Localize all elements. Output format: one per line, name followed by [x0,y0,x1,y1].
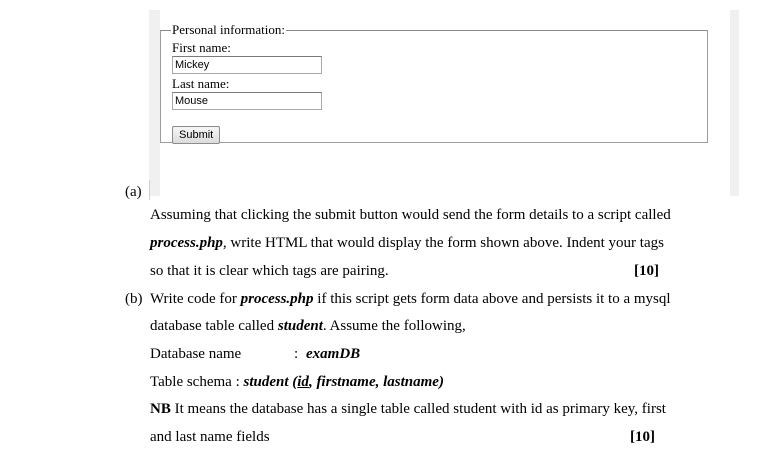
question-b-marker: (b) [125,291,143,307]
nb-line [150,400,666,418]
process-php-filename-b: process.php [240,291,314,307]
database-name-value: examDB [306,346,361,362]
question-b-line-2 [150,317,466,335]
form-screenshot-canvas [160,10,730,196]
question-a-line-1: Assuming that clicking the submit button would send the form details to a script called [150,207,671,223]
database-name-colon: : [294,346,299,362]
nb-label: NB [150,401,171,417]
table-schema-fields: , firstname, lastname) [308,374,444,390]
submit-button[interactable]: Submit [172,126,220,144]
question-a-line-2 [150,234,664,252]
process-php-filename: process.php [150,235,223,251]
question-a-line-2-rest: , write HTML that would display the form shown above. Indent your tags [222,235,664,251]
table-schema-label: Table schema : [150,374,240,390]
database-name-label: Database name [150,346,242,362]
question-b-line-2-post: . Assume the following, [322,318,466,334]
nb-text: It means the database has a single table called student with id as primary key, first [170,401,666,417]
table-schema-primary-key: id [297,374,309,390]
question-b-line-2-pre: database table called [150,318,278,334]
fieldset-legend: Personal information: [172,22,286,37]
personal-information-fieldset [160,23,708,143]
question-b-line-1-pre: Write code for [150,291,241,307]
question-a-line-3: so that it is clear which tags are pairing. [150,263,389,279]
first-name-input[interactable] [172,56,322,74]
question-b-last-line: and last name fields [150,429,270,445]
form-screenshot [149,10,739,196]
table-schema-table: student ( [243,374,298,390]
question-b-line-1-post: if this script gets form data above and persists it to a mysql [313,291,671,307]
first-name-label: First name: [172,40,231,55]
divider-line [149,180,150,200]
question-a-marks: [10] [634,263,659,279]
last-name-input[interactable] [172,92,322,110]
table-schema-line [150,373,444,391]
last-name-label: Last name: [172,76,230,91]
question-b-line-1 [150,290,671,308]
question-a-marker: (a) [125,184,142,200]
question-b-marks: [10] [630,429,655,445]
student-table-name: student [277,318,323,334]
